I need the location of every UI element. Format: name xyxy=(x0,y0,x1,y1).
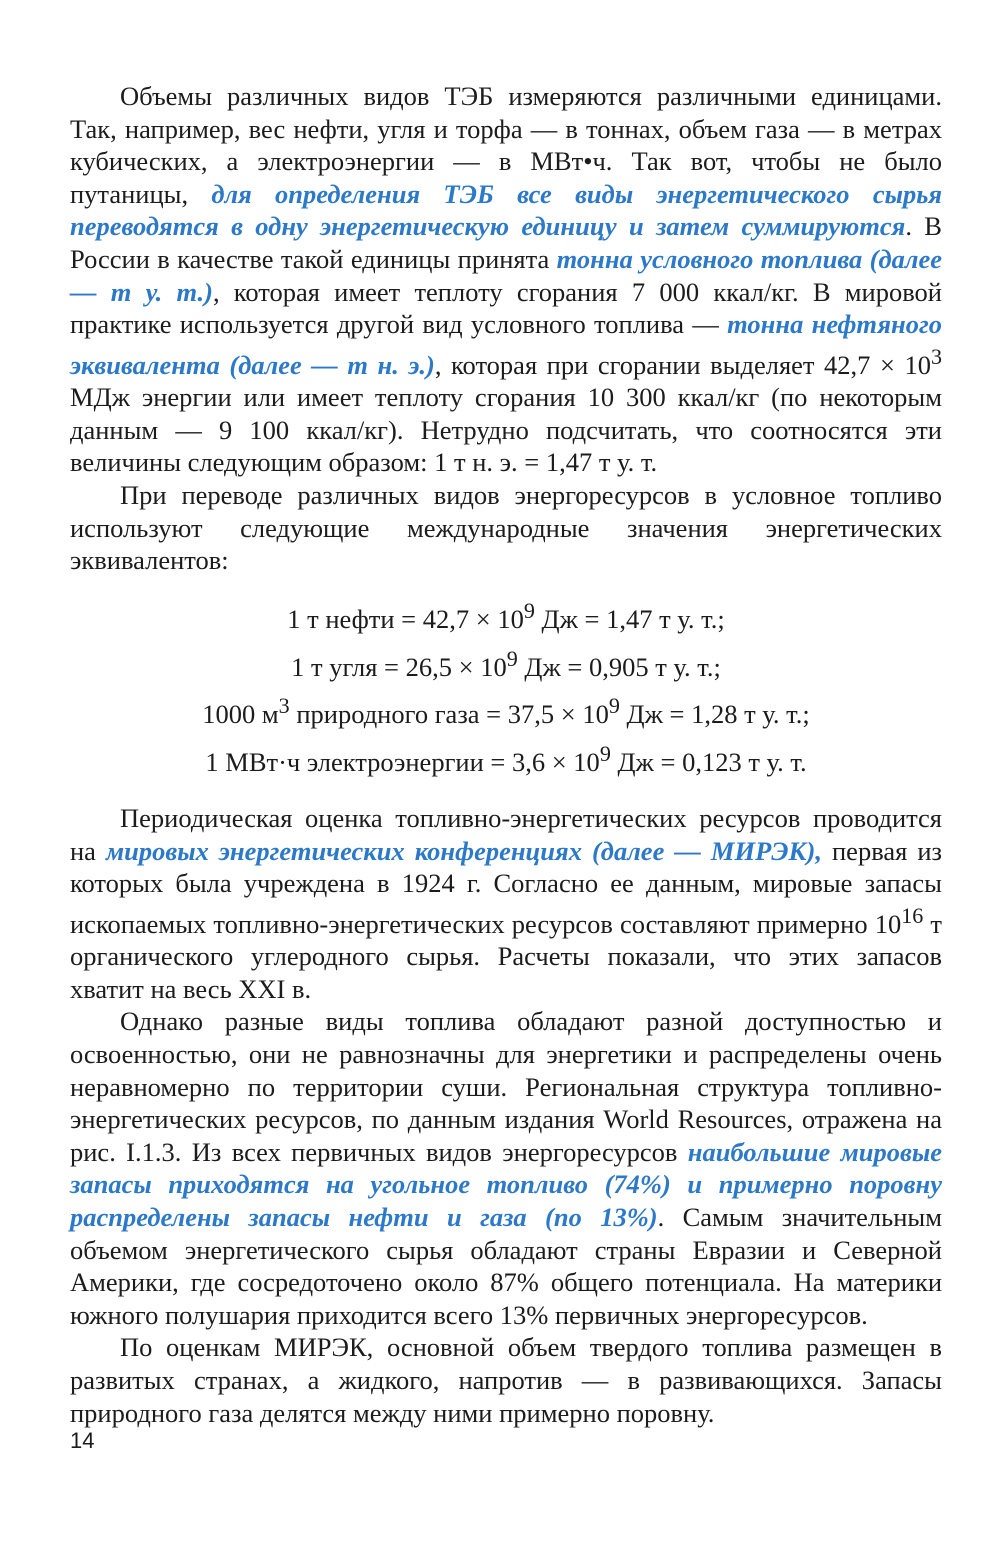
text-run: , которая имеет теплоту сгорания 7 000 ккал/кг. В мировой практике используется другой вид условного топлива — xyxy=(70,276,942,340)
formula-line xyxy=(70,686,942,734)
paragraph xyxy=(70,479,942,577)
text-run: первая из которых была учреждена в 1924 г. Согласно ее данным, мировые запасы ископаемых топливно-энергетических ресурсов составляют примерно 10 xyxy=(70,835,942,939)
text-run: Дж = 0,905 т у. т.; xyxy=(517,651,721,682)
superscript: 3 xyxy=(930,343,942,369)
text-run: 1 МВт·ч электроэнергии = 3,6 × 10 xyxy=(205,747,600,778)
text-run: Дж = 0,123 т у. т. xyxy=(610,747,807,778)
text-run: Периодическая оценка топливно-энергетических ресурсов проводится на xyxy=(70,803,942,866)
text-run: Однако разные виды топлива обладают разной доступностью и освоенностью, они не равнозначны для энергетики и распределены очень неравномерно по территории суши. Региональная структура топливно-энергетических ресурсов, по данным издания World Resources, отражена на рис. I.1.3. Из всех первичных видов энергоресурсов xyxy=(70,1006,942,1167)
text-run: 1 т угля = 26,5 × 10 xyxy=(291,651,507,682)
text-run: природного газа = 37,5 × 10 xyxy=(289,699,609,730)
text-run: Дж = 1,47 т у. т.; xyxy=(534,603,725,634)
formula-line xyxy=(70,639,942,687)
formula-line xyxy=(70,591,942,639)
highlighted-term: для определения ТЭБ все виды энергетического сырья переводятся в одну энергетическую единицу и затем суммируются xyxy=(70,178,942,242)
superscript: 3 xyxy=(278,693,290,719)
text-block-intro xyxy=(70,80,942,577)
text-run: т органического углеродного сырья. Расчеты показали, что этих запасов хватит на весь XXI в. xyxy=(70,908,942,1004)
page-body xyxy=(70,80,942,1429)
superscript: 9 xyxy=(523,597,535,623)
formula-line xyxy=(70,734,942,782)
text-run: Дж = 1,28 т у. т.; xyxy=(619,699,810,730)
paragraph xyxy=(70,802,942,1005)
text-run: , которая при сгорании выделяет 42,7 × 10 xyxy=(434,349,931,380)
formula-block xyxy=(70,591,942,782)
highlighted-term: тонна условного топлива (далее — т у. т.) xyxy=(70,243,942,307)
paragraph xyxy=(70,1005,942,1331)
text-block-main xyxy=(70,802,942,1429)
paragraph xyxy=(70,1331,942,1429)
text-run: МДж энергии или имеет теплоту сгорания 10 300 ккал/кг (по некоторым данным — 9 100 ккал/кг). Нетрудно подсчитать, что соотносятся эти величины следующим образом: 1 т н. э. = 1,47 т у. т. xyxy=(70,382,942,478)
highlighted-term: тонна нефтяного эквивалента (далее — т н. э.) xyxy=(70,309,942,380)
page-number: 14 xyxy=(70,1428,95,1453)
text-run: . В России в качестве такой единицы принята xyxy=(70,211,942,274)
superscript: 9 xyxy=(608,693,620,719)
superscript: 16 xyxy=(901,902,924,928)
text-run: 1 т нефти = 42,7 × 10 xyxy=(287,603,524,634)
text-run: . Самым значительным объемом энергетического сырья обладают страны Евразии и Северной Америки, где сосредоточено около 87% общего потенциала. На материки южного полушария приходится всего 13% первичных энергоресурсов. xyxy=(70,1202,942,1330)
text-run: При переводе различных видов энергоресурсов в условное топливо используют следующие международные значения энергетических эквивалентов: xyxy=(70,479,942,576)
superscript: 9 xyxy=(599,741,611,767)
text-run: Объемы различных видов ТЭБ измеряются различными единицами. Так, например, вес нефти, угля и торфа — в тоннах, объем газа — в метрах кубических, а электроэнергии — в МВт•ч. Так вот, чтобы не было путаницы, xyxy=(70,81,942,209)
highlighted-term: наибольшие мировые запасы приходятся на угольное топливо (74%) и примерно поровну распределены запасы нефти и газа (по 13%) xyxy=(70,1136,942,1232)
superscript: 9 xyxy=(506,645,518,671)
text-run: 1000 м xyxy=(202,699,279,730)
paragraph xyxy=(70,80,942,479)
text-run: По оценкам МИРЭК, основной объем твердого топлива размещен в развитых странах, а жидкого, напротив — в развивающихся. Запасы природного газа делятся между ними примерно поровну. xyxy=(70,1332,942,1428)
highlighted-term: мировых энергетических конференциях (далее — МИРЭК), xyxy=(106,835,822,866)
